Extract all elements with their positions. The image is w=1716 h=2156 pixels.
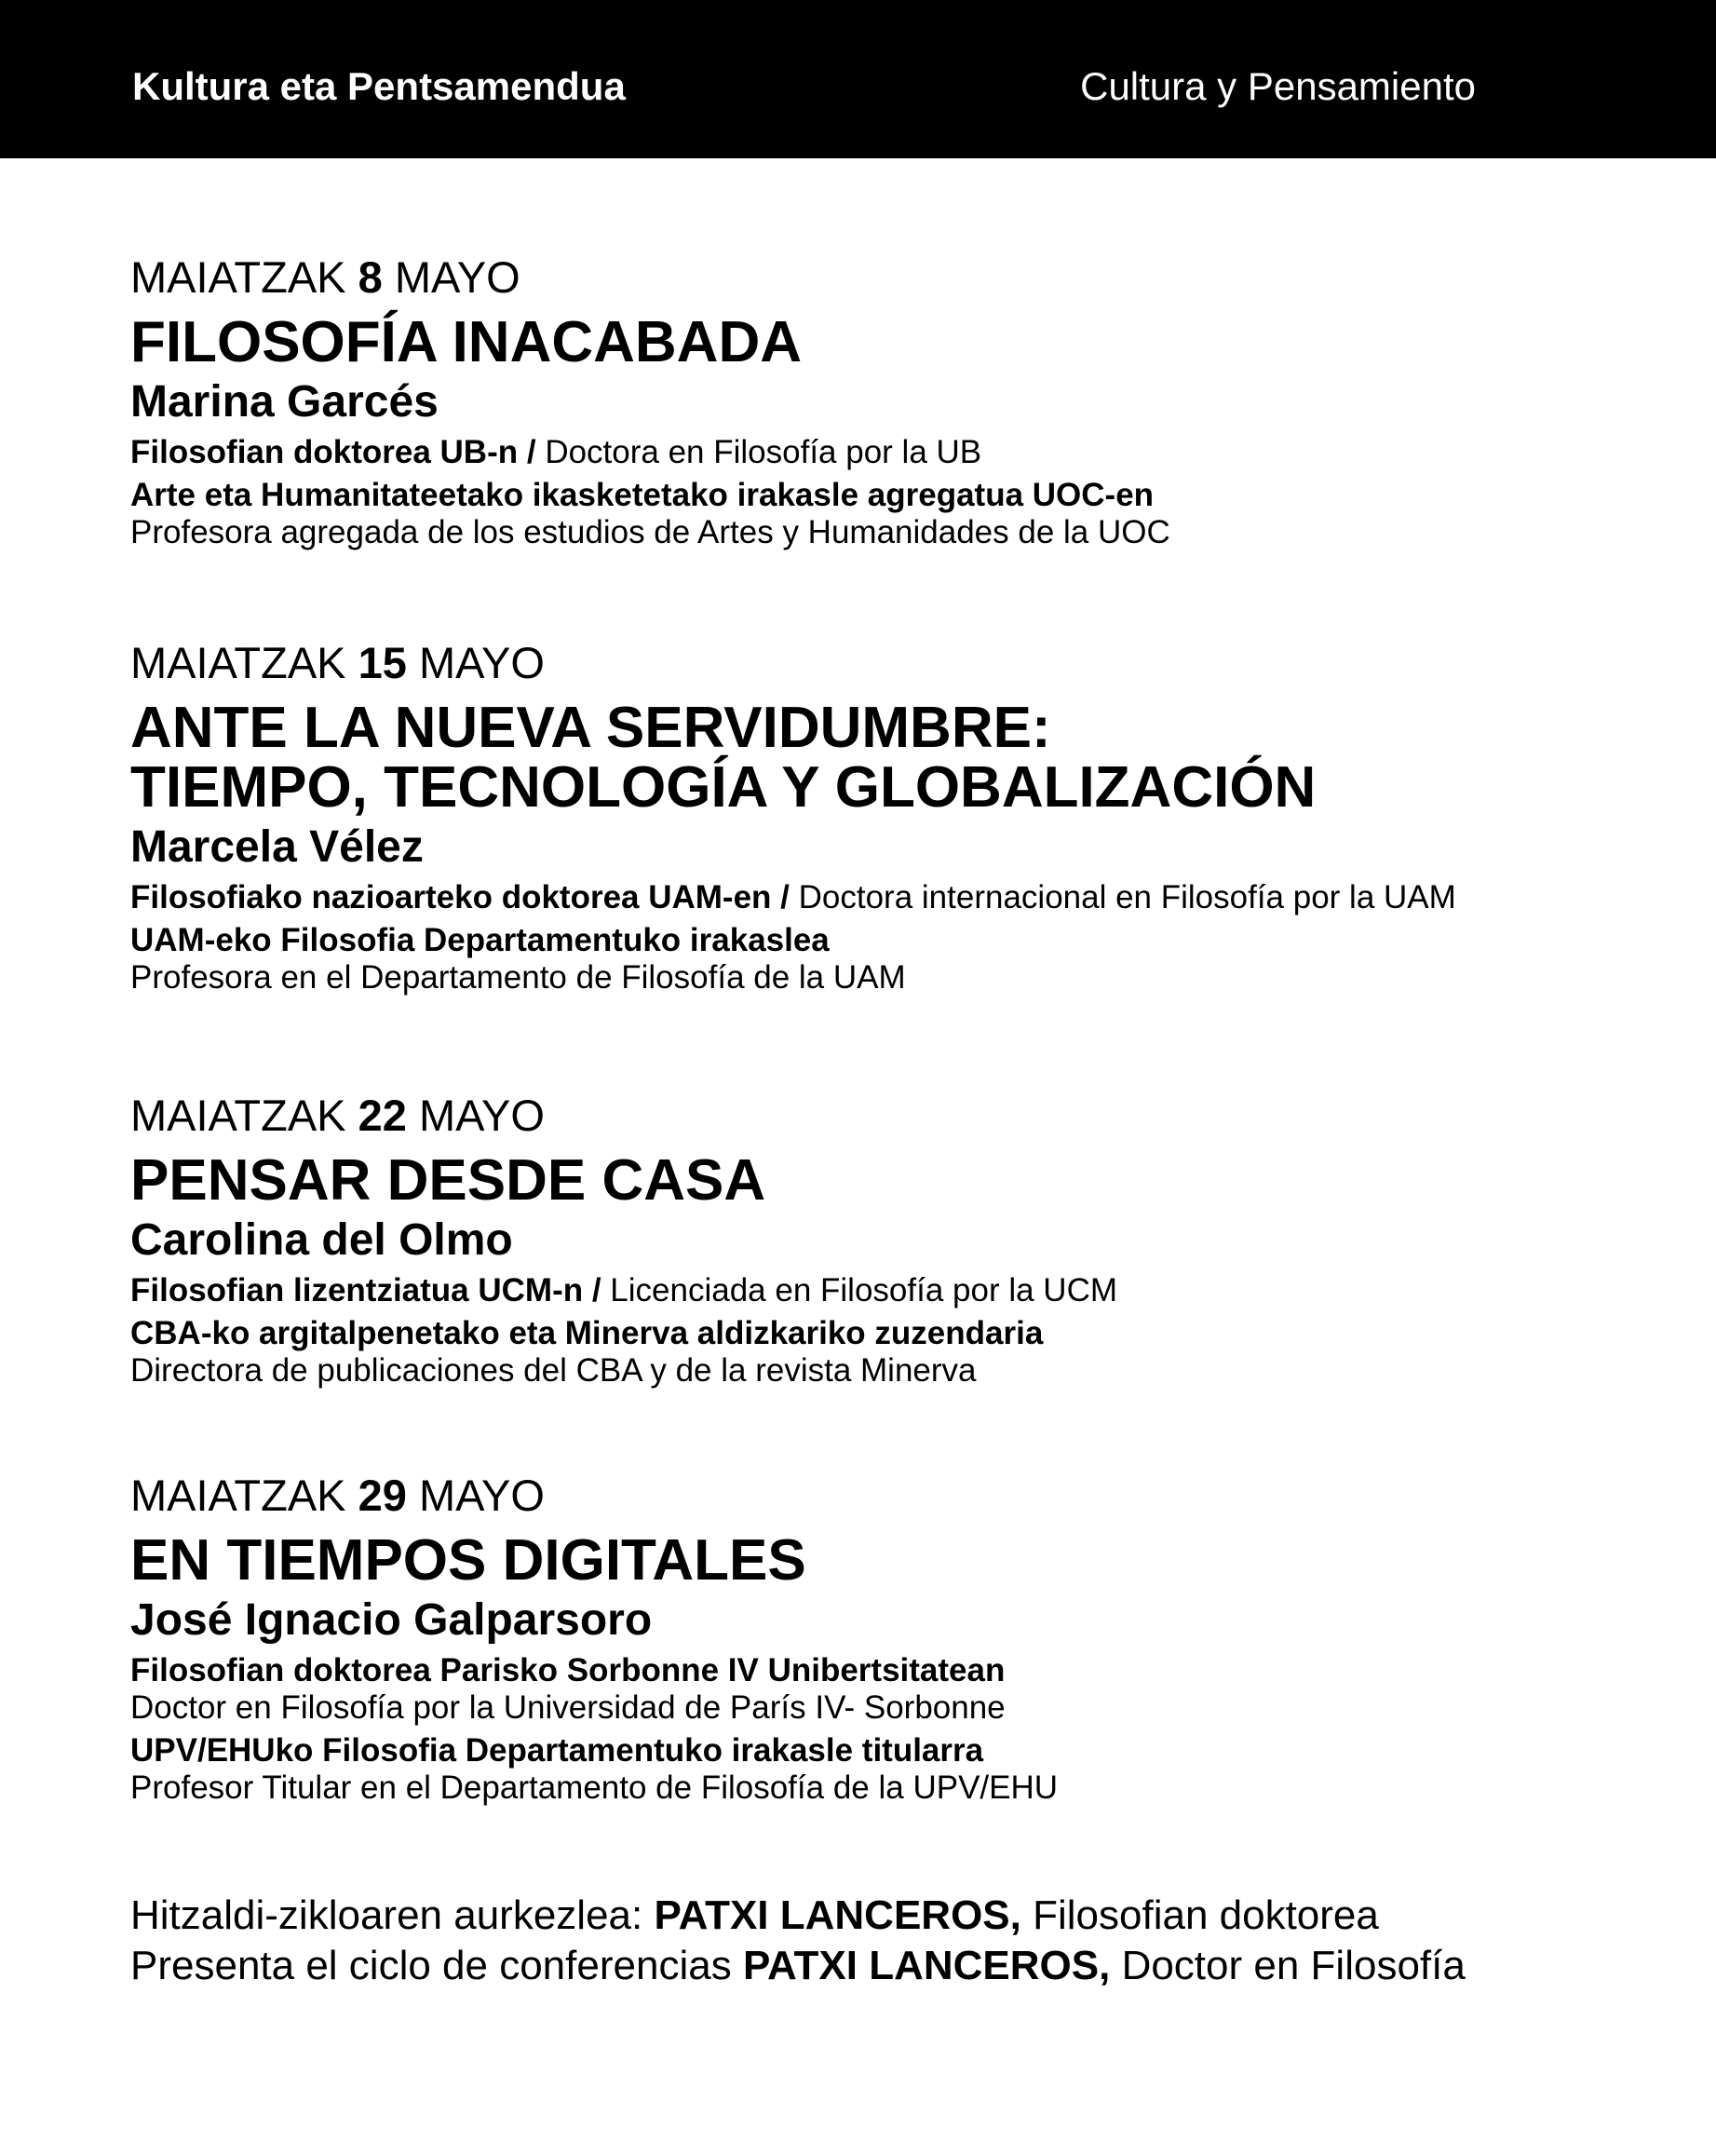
event-date — [130, 251, 1676, 304]
header-title-spanish: Cultura y Pensamiento — [1080, 64, 1476, 108]
credential-basque: Filosofian doktorea Parisko Sorbonne IV Unibertsitatean — [130, 1652, 1006, 1688]
title-line: EN TIEMPOS DIGITALES — [130, 1528, 806, 1593]
event-4 — [130, 1470, 1676, 1807]
presenter-prefix: Hitzaldi-zikloaren aurkezlea: — [130, 1892, 643, 1938]
date-suffix: MAYO — [418, 638, 545, 687]
date-suffix: MAYO — [418, 1091, 545, 1140]
event-title — [130, 1528, 1676, 1593]
date-prefix: MAIATZAK — [130, 638, 346, 687]
date-prefix: MAIATZAK — [130, 1091, 346, 1140]
speaker-name: José Ignacio Galparsoro — [130, 1595, 653, 1645]
credential-basque: Arte eta Humanitateetako ikasketetako irakasle agregatua UOC-en — [130, 477, 1155, 513]
header-bar — [0, 0, 1716, 158]
event-3 — [130, 1090, 1676, 1390]
date-day: 8 — [358, 252, 383, 302]
credential-basque: UAM-eko Filosofia Departamentuko irakaslea — [130, 922, 830, 958]
title-line: FILOSOFÍA INACABADA — [130, 310, 802, 374]
credential-2-basque — [130, 1732, 1676, 1770]
presenter-basque — [130, 1891, 1695, 1941]
credential-spanish: Doctora internacional en Filosofía por la UAM — [798, 879, 1456, 915]
credential-basque: Filosofiako nazioarteko doktorea UAM-en / — [130, 879, 790, 915]
credential-basque: Filosofian lizentziatua UCM-n / — [130, 1272, 601, 1309]
header-title-basque: Kultura eta Pentsamendua — [132, 64, 626, 108]
credential-2-spanish: Profesora en el Departamento de Filosofía de la UAM — [130, 959, 906, 996]
credential-1 — [130, 434, 1676, 471]
footer-presenter — [130, 1891, 1695, 1991]
credential-1 — [130, 879, 1676, 916]
date-prefix: MAIATZAK — [130, 252, 346, 302]
date-day: 29 — [358, 1471, 407, 1520]
credential-2-basque — [130, 922, 1676, 959]
event-title — [130, 310, 1676, 374]
credential-spanish: Doctora en Filosofía por la UB — [545, 434, 982, 470]
date-day: 15 — [358, 638, 407, 687]
title-line: PENSAR DESDE CASA — [130, 1148, 766, 1213]
credential-spanish: Licenciada en Filosofía por la UCM — [610, 1272, 1118, 1309]
event-date — [130, 637, 1676, 689]
title-line: TIEMPO, TECNOLOGÍA Y GLOBALIZACIÓN — [130, 755, 1317, 820]
speaker-name: Carolina del Olmo — [130, 1215, 513, 1265]
credential-2-spanish: Directora de publicaciones del CBA y de la revista Minerva — [130, 1352, 977, 1389]
date-suffix: MAYO — [394, 252, 520, 302]
event-date — [130, 1090, 1676, 1142]
presenter-spanish — [130, 1941, 1695, 1991]
event-title — [130, 1148, 1676, 1213]
event-title — [130, 698, 1676, 818]
credential-2-spanish: Profesor Titular en el Departamento de Filosofía de la UPV/EHU — [130, 1770, 1059, 1806]
presenter-suffix: Filosofian doktorea — [1033, 1892, 1379, 1938]
credential-2-basque — [130, 1315, 1676, 1352]
credential-2-basque — [130, 477, 1676, 514]
event-1 — [130, 251, 1676, 551]
presenter-name: PATXI LANCEROS, — [742, 1943, 1111, 1988]
speaker-name: Marina Garcés — [130, 377, 439, 427]
credential-1 — [130, 1272, 1676, 1309]
credential-basque: UPV/EHUko Filosofia Departamentuko irakasle titularra — [130, 1732, 984, 1769]
event-2 — [130, 637, 1676, 997]
presenter-name: PATXI LANCEROS, — [654, 1892, 1021, 1938]
presenter-suffix: Doctor en Filosofía — [1121, 1943, 1466, 1988]
date-prefix: MAIATZAK — [130, 1471, 346, 1520]
date-day: 22 — [358, 1091, 407, 1140]
credential-basque: CBA-ko argitalpenetako eta Minerva aldizkariko zuzendaria — [130, 1315, 1044, 1351]
credential-2-spanish: Profesora agregada de los estudios de Artes y Humanidades de la UOC — [130, 514, 1170, 550]
speaker-name: Marcela Vélez — [130, 822, 424, 872]
credential-1-basque — [130, 1652, 1676, 1689]
credential-1-spanish: Doctor en Filosofía por la Universidad de París IV- Sorbonne — [130, 1689, 1006, 1726]
event-date — [130, 1470, 1676, 1522]
presenter-prefix: Presenta el ciclo de conferencias — [130, 1943, 732, 1988]
credential-basque: Filosofian doktorea UB-n / — [130, 434, 536, 470]
date-suffix: MAYO — [418, 1471, 545, 1520]
title-line: ANTE LA NUEVA SERVIDUMBRE: — [130, 696, 1051, 760]
